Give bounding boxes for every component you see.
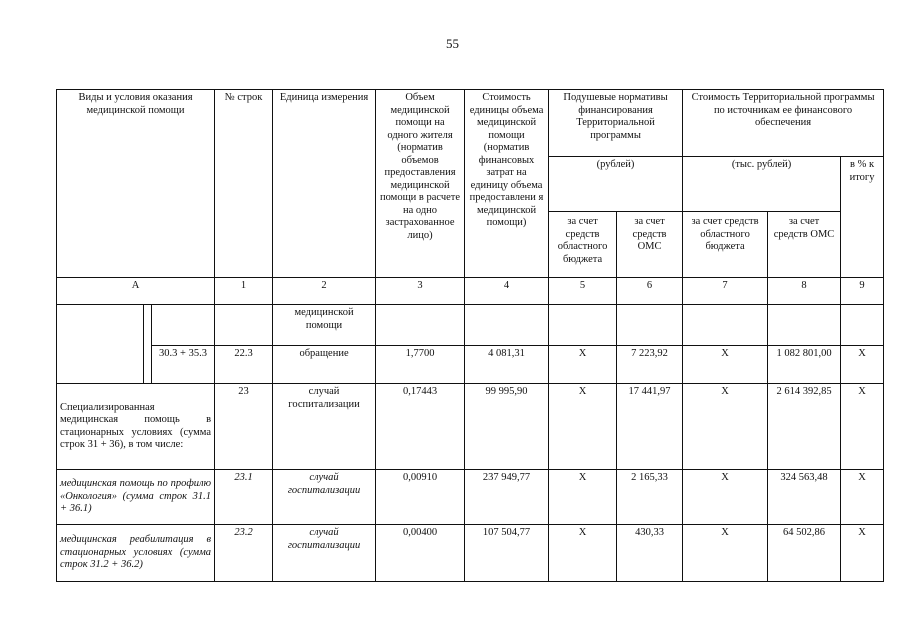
unit-cost-cell: 237 949,77: [465, 470, 549, 525]
empty-cell: [465, 305, 549, 346]
header-col-a: Виды и условия оказания медицинской помощи: [57, 90, 215, 278]
empty-cell: [549, 305, 617, 346]
percent-total-cell: Х: [841, 525, 884, 582]
ref-cell: 30.3 + 35.3: [152, 346, 215, 384]
table-row-continuation: [57, 305, 884, 346]
empty-cell: [215, 305, 273, 346]
empty-cell: [152, 305, 215, 346]
regional-budget-cost-cell: Х: [683, 525, 768, 582]
empty-cell: [768, 305, 841, 346]
volume-cell: 1,7700: [376, 346, 465, 384]
table-row-23-2: [57, 525, 884, 582]
index-7: 7: [683, 278, 768, 305]
header-col-7: за счет средств областного бюджета: [683, 212, 768, 278]
regional-budget-cost-cell: Х: [683, 470, 768, 525]
unit-cost-cell: 4 081,31: [465, 346, 549, 384]
percent-total-cell: Х: [841, 346, 884, 384]
header-col-5: за счет средств областного бюджета: [549, 212, 617, 278]
unit-cell: медицинской помощи: [273, 305, 376, 346]
line-number-cell: 23.2: [215, 525, 273, 582]
header-col-3: Объем медицинской помощи на одного жителя (норматив объемов предоставления медицинской помощи в расчете на одно застрахованное лицо): [376, 90, 465, 278]
line-number-cell: 23: [215, 384, 273, 470]
header-col-1: № строк: [215, 90, 273, 278]
unit-cell: случай госпитализации: [273, 384, 376, 470]
index-3: 3: [376, 278, 465, 305]
index-8: 8: [768, 278, 841, 305]
financing-table: [56, 89, 884, 582]
oms-per-capita-cell: 17 441,97: [617, 384, 683, 470]
volume-cell: 0,00910: [376, 470, 465, 525]
unit-cost-cell: 107 504,77: [465, 525, 549, 582]
index-1: 1: [215, 278, 273, 305]
header-thousand-rubles: (тыс. рублей): [683, 157, 841, 212]
header-per-capita-group: Подушевые нормативы финансирования Территориальной программы: [549, 90, 683, 157]
table-row-22-3: [57, 346, 884, 384]
header-col-4: Стоимость единицы объема медицинской помощи (норматив финансовых затрат на единицу объема предоставлени я медицинской помощи): [465, 90, 549, 278]
empty-cell: [144, 305, 152, 384]
index-a: А: [57, 278, 215, 305]
regional-budget-per-capita-cell: Х: [549, 525, 617, 582]
regional-budget-cost-cell: Х: [683, 384, 768, 470]
volume-cell: 0,00400: [376, 525, 465, 582]
index-5: 5: [549, 278, 617, 305]
empty-cell: [376, 305, 465, 346]
oms-per-capita-cell: 2 165,33: [617, 470, 683, 525]
unit-cell: случай госпитализации: [273, 470, 376, 525]
regional-budget-cost-cell: Х: [683, 346, 768, 384]
oms-per-capita-cell: 7 223,92: [617, 346, 683, 384]
header-percent-total: в % к итогу: [841, 157, 884, 278]
row-name-cell: медицинская реабилитация в стационарных условиях (сумма строк 31.2 + 36.2): [57, 525, 215, 582]
header-col-8: за счет средств ОМС: [768, 212, 841, 278]
line-number-cell: 22.3: [215, 346, 273, 384]
line-number-cell: 23.1: [215, 470, 273, 525]
page-number: 55: [446, 36, 459, 51]
oms-cost-cell: 64 502,86: [768, 525, 841, 582]
percent-total-cell: Х: [841, 470, 884, 525]
empty-cell: [617, 305, 683, 346]
oms-cost-cell: 324 563,48: [768, 470, 841, 525]
regional-budget-per-capita-cell: Х: [549, 384, 617, 470]
regional-budget-per-capita-cell: Х: [549, 470, 617, 525]
empty-cell: [841, 305, 884, 346]
table-row-23-1: [57, 470, 884, 525]
header-program-cost-group: Стоимость Территориальной программы по источникам ее финансового обеспечения: [683, 90, 884, 157]
regional-budget-per-capita-cell: Х: [549, 346, 617, 384]
unit-cell: обращение: [273, 346, 376, 384]
index-2: 2: [273, 278, 376, 305]
index-6: 6: [617, 278, 683, 305]
empty-cell: [683, 305, 768, 346]
unit-cell: случай госпитализации: [273, 525, 376, 582]
index-9: 9: [841, 278, 884, 305]
unit-cost-cell: 99 995,90: [465, 384, 549, 470]
index-4: 4: [465, 278, 549, 305]
row-name-cell: медицинская помощь по профилю «Онкология» (сумма строк 31.1 + 36.1): [57, 470, 215, 525]
percent-total-cell: Х: [841, 384, 884, 470]
table-row-23: [57, 384, 884, 470]
column-index-row: [57, 278, 884, 305]
volume-cell: 0,17443: [376, 384, 465, 470]
oms-cost-cell: 1 082 801,00: [768, 346, 841, 384]
empty-cell: [57, 305, 144, 384]
header-col-6: за счет средств ОМС: [617, 212, 683, 278]
row-name-cell: Специализированная медицинская помощь в стационарных условиях (сумма строк 31 + 36), в том числе:: [57, 384, 215, 470]
oms-per-capita-cell: 430,33: [617, 525, 683, 582]
oms-cost-cell: 2 614 392,85: [768, 384, 841, 470]
header-col-2: Единица измерения: [273, 90, 376, 278]
header-rubles: (рублей): [549, 157, 683, 212]
